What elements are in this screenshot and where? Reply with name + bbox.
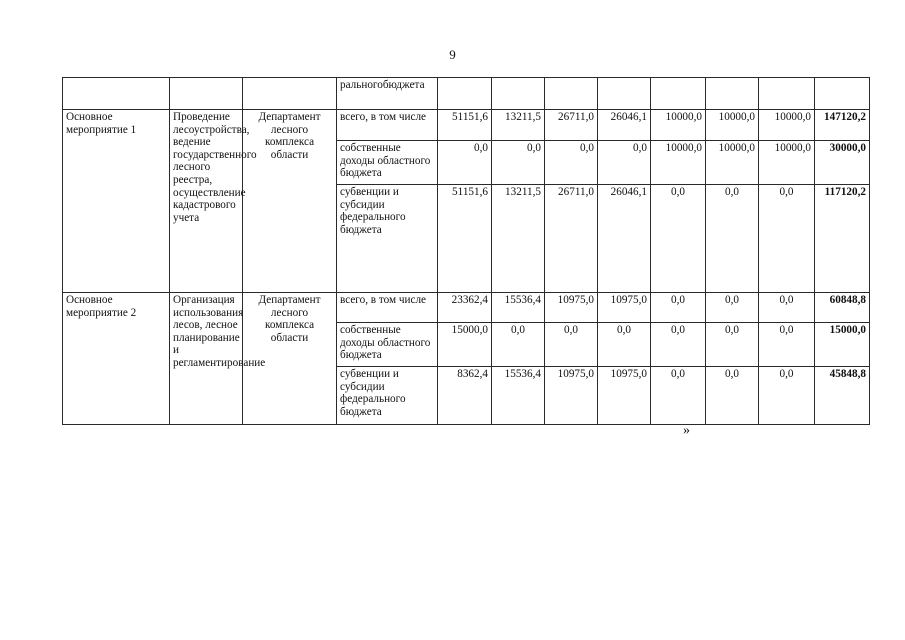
value-cell: 15536,4: [492, 367, 545, 425]
table-cell: [492, 78, 545, 110]
value-cell: 0,0: [598, 323, 651, 367]
total-cell: 60848,8: [815, 293, 870, 323]
table-cell: [545, 78, 598, 110]
value-cell: 0,0: [759, 293, 815, 323]
value-cell: 51151,6: [438, 110, 492, 141]
value-cell: 10000,0: [759, 110, 815, 141]
activity-description-cell: Организация использования лесов, лесное планирование и регламентирование: [170, 293, 243, 425]
activity-name-cell: Основное мероприятие 2: [63, 293, 170, 425]
activity-name-cell: Основное мероприятие 1: [63, 110, 170, 293]
value-cell: 15000,0: [438, 323, 492, 367]
table-cell: [815, 78, 870, 110]
value-cell: 0,0: [706, 185, 759, 293]
value-cell: 13211,5: [492, 185, 545, 293]
value-cell: 10000,0: [651, 110, 706, 141]
value-cell: 0,0: [492, 323, 545, 367]
table-cell: [651, 78, 706, 110]
table-cell: [243, 78, 337, 110]
funding-source-cell: всего, в том числе: [337, 293, 438, 323]
value-cell: 0,0: [651, 367, 706, 425]
value-cell: 10000,0: [651, 141, 706, 185]
table-cell: [438, 78, 492, 110]
table-cell: [706, 78, 759, 110]
value-cell: 0,0: [545, 323, 598, 367]
total-cell: 45848,8: [815, 367, 870, 425]
value-cell: 13211,5: [492, 110, 545, 141]
value-cell: 51151,6: [438, 185, 492, 293]
total-cell: 15000,0: [815, 323, 870, 367]
value-cell: 26046,1: [598, 110, 651, 141]
value-cell: 26046,1: [598, 185, 651, 293]
table-row: [63, 110, 870, 141]
funding-source-cell: субвенции и субсидии федерального бюджета: [337, 367, 438, 425]
value-cell: 0,0: [651, 185, 706, 293]
budget-table: [62, 77, 870, 425]
value-cell: 26711,0: [545, 185, 598, 293]
table-cell: [170, 78, 243, 110]
value-cell: 0,0: [706, 367, 759, 425]
value-cell: 10975,0: [545, 367, 598, 425]
value-cell: 23362,4: [438, 293, 492, 323]
value-cell: 0,0: [706, 323, 759, 367]
value-cell: 10000,0: [706, 141, 759, 185]
value-cell: 0,0: [598, 141, 651, 185]
table-cell: [63, 78, 170, 110]
value-cell: 26711,0: [545, 110, 598, 141]
executor-cell: Департамент лесного комплекса области: [243, 293, 337, 425]
funding-source-cell: субвенции и субсидии федерального бюджета: [337, 185, 438, 293]
value-cell: 0,0: [651, 293, 706, 323]
table-row: [63, 293, 870, 323]
value-cell: 0,0: [706, 293, 759, 323]
value-cell: 10975,0: [598, 367, 651, 425]
value-cell: 10975,0: [598, 293, 651, 323]
table-cell: [598, 78, 651, 110]
value-cell: 8362,4: [438, 367, 492, 425]
value-cell: 0,0: [759, 323, 815, 367]
value-cell: 10000,0: [759, 141, 815, 185]
total-cell: 117120,2: [815, 185, 870, 293]
funding-source-cell: ральногобюджета: [337, 78, 438, 110]
value-cell: 0,0: [492, 141, 545, 185]
funding-source-cell: собственные доходы областного бюджета: [337, 141, 438, 185]
value-cell: 0,0: [759, 367, 815, 425]
funding-source-cell: всего, в том числе: [337, 110, 438, 141]
page-number: 9: [449, 47, 456, 62]
value-cell: 10975,0: [545, 293, 598, 323]
total-cell: 30000,0: [815, 141, 870, 185]
total-cell: 147120,2: [815, 110, 870, 141]
closing-quote-mark: »: [683, 423, 690, 438]
funding-source-cell: собственные доходы областного бюджета: [337, 323, 438, 367]
value-cell: 0,0: [438, 141, 492, 185]
executor-cell: Департамент лесного комплекса области: [243, 110, 337, 293]
table-cell: [759, 78, 815, 110]
value-cell: 10000,0: [706, 110, 759, 141]
activity-description-cell: Проведение лесоустройства, ведение государственного лесного реестра, осуществление кадастрового учета: [170, 110, 243, 293]
value-cell: 0,0: [545, 141, 598, 185]
value-cell: 0,0: [759, 185, 815, 293]
value-cell: 15536,4: [492, 293, 545, 323]
table-row-continuation: [63, 78, 870, 110]
value-cell: 0,0: [651, 323, 706, 367]
